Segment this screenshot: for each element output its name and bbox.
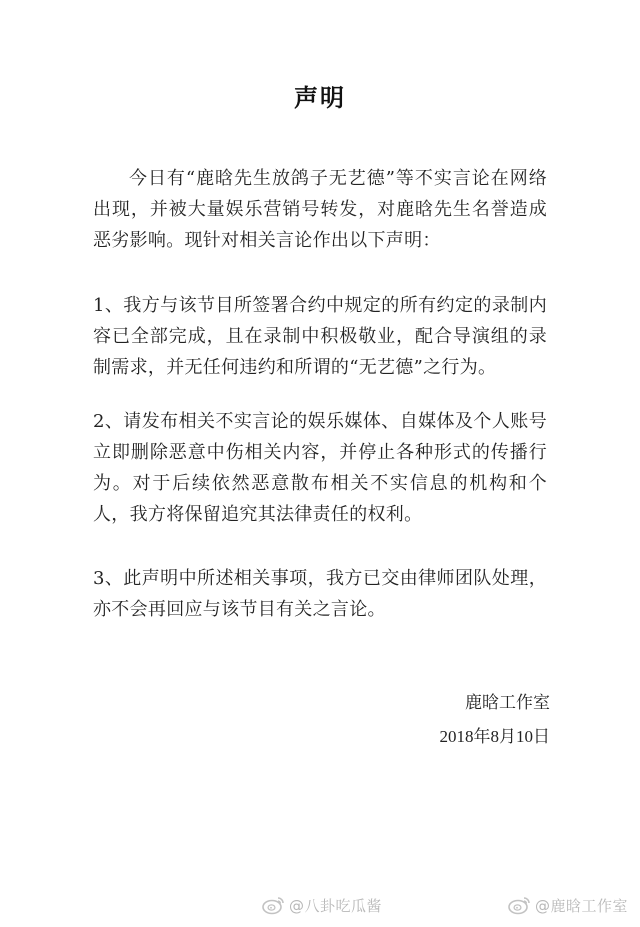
weibo-icon: [262, 895, 286, 915]
statement-item-1: 1、我方与该节目所签署合约中规定的所有约定的录制内容已全部完成，且在录制中积极敬业，配合导演组的录制需求，并无任何违约和所谓的“无艺德”之行为。: [93, 295, 547, 378]
weibo-icon: [508, 895, 532, 915]
statement-item-2: 2、请发布相关不实言论的娱乐媒体、自媒体及个人账号立即删除恶意中伤相关内容，并停止各种形式的传播行为。对于后续依然恶意散布相关不实信息的机构和个人，我方将保留追究其法律责任的权利。: [93, 411, 547, 525]
watermark-right: [508, 893, 628, 917]
document-title: 声明: [294, 83, 346, 112]
watermark-right-text: @鹿晗工作室: [535, 896, 629, 915]
signature-date: 2018年8月10日: [439, 727, 550, 746]
watermark-left: [262, 893, 382, 917]
intro-paragraph: 今日有“鹿晗先生放鸽子无艺德”等不实言论在网络出现，并被大量娱乐营销号转发，对鹿晗先生名誉造成恶劣影响。现针对相关言论作出以下声明：: [93, 168, 547, 251]
statement-item-3: 3、此声明中所述相关事项，我方已交由律师团队处理，亦不会再回应与该节目有关之言论。: [93, 568, 547, 620]
watermark-left-text: @八卦吃瓜酱: [289, 896, 383, 915]
signature-organization: 鹿晗工作室: [465, 693, 550, 713]
